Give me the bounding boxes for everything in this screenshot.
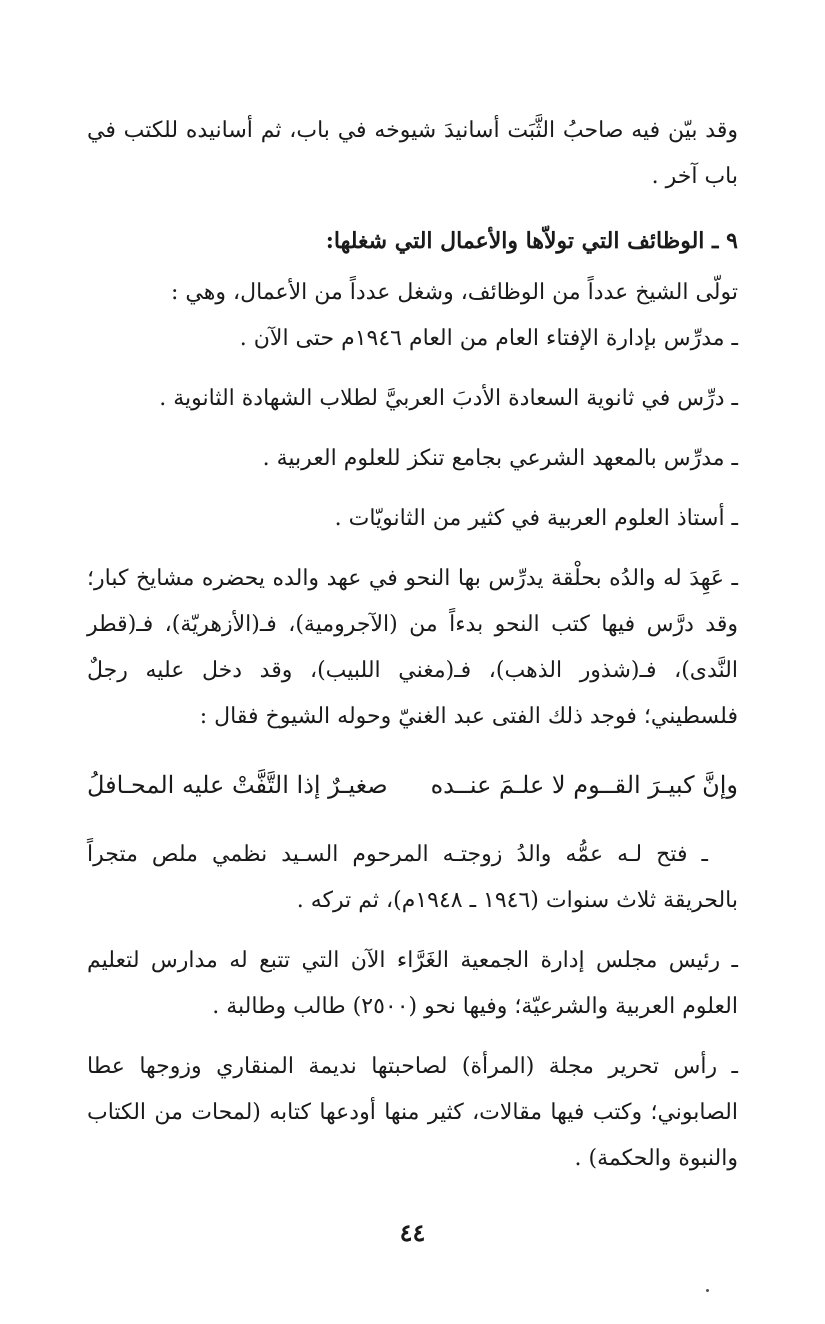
verse-second-hemistich: صغيـرٌ إذا التَّفَّتْ عليه المحـافلُ	[87, 771, 388, 799]
verse-first-hemistich: وإنَّ كبيـرَ القــوم لا علـمَ عنــده	[430, 771, 738, 799]
list-item: ـ أستاذ العلوم العربية في كثير من الثانويّات .	[334, 506, 738, 531]
page-number: ٤٤	[399, 1218, 426, 1247]
list-item: ـ مدرِّس بإدارة الإفتاء العام من العام ١٩٤٦م حتى الآن .	[239, 326, 738, 351]
list-item: ـ درِّس في ثانوية السعادة الأدبَ العربيَّ لطلاب الشهادة الثانوية .	[159, 386, 738, 411]
magazine-paragraph: ـ رأس تحرير مجلة (المرأة) لصاحبتها نديمة المنقاري وزوجها عطا الصابوني؛ وكتب فيها مقالات، كثير منها أودعها كتابه (لمحات من الكتاب والنبوة والحكمة) .	[87, 1054, 738, 1171]
list-item: ـ مدرِّس بالمعهد الشرعي بجامع تنكز للعلوم العربية .	[262, 446, 738, 471]
page-body	[87, 108, 738, 1182]
poetry-verse	[87, 760, 738, 810]
lead-line: تولّى الشيخ عدداً من الوظائف، وشغل عدداً من الأعمال، وهي :	[171, 280, 738, 305]
shop-paragraph: ـ فتح لـه عمُّه والدُ زوجتـه المرحوم السـيد نظمي ملص متجراً بالحريقة ثلاث سنوات (١٩٤٦ ـ ١٩٤٨م)، ثم تركه .	[87, 842, 738, 913]
intro-paragraph: وقد بيّن فيه صاحبُ الثَّبَت أسانيدَ شيوخه في باب، ثم أسانيده للكتب في باب آخر .	[87, 118, 738, 189]
scan-speck	[706, 1289, 709, 1292]
father-paragraph: ـ عَهِدَ له والدُه بحلْقة يدرِّس بها النحو في عهد والده يحضره مشايخ كبار؛ وقد درَّس فيها كتب النحو بدءاً من (الآجرومية)، فـ(الأزهريّة)، فـ(قطر النَّدى)، فـ(شذور الذهب)، فـ(مغني اللبيب)، وقد دخل عليه رجلٌ فلسطيني؛ فوجد ذلك الفتى عبد الغنيّ وحوله الشيوخ فقال :	[87, 566, 738, 729]
section-heading: ٩ ـ الوظائف التي تولاّها والأعمال التي شغلها:	[325, 228, 738, 254]
society-paragraph: ـ رئيس مجلس إدارة الجمعية الغَرَّاء الآن التي تتبع له مدارس لتعليم العلوم العربية والشرعيّة؛ وفيها نحو (٢٥٠٠) طالب وطالبة .	[87, 948, 738, 1019]
